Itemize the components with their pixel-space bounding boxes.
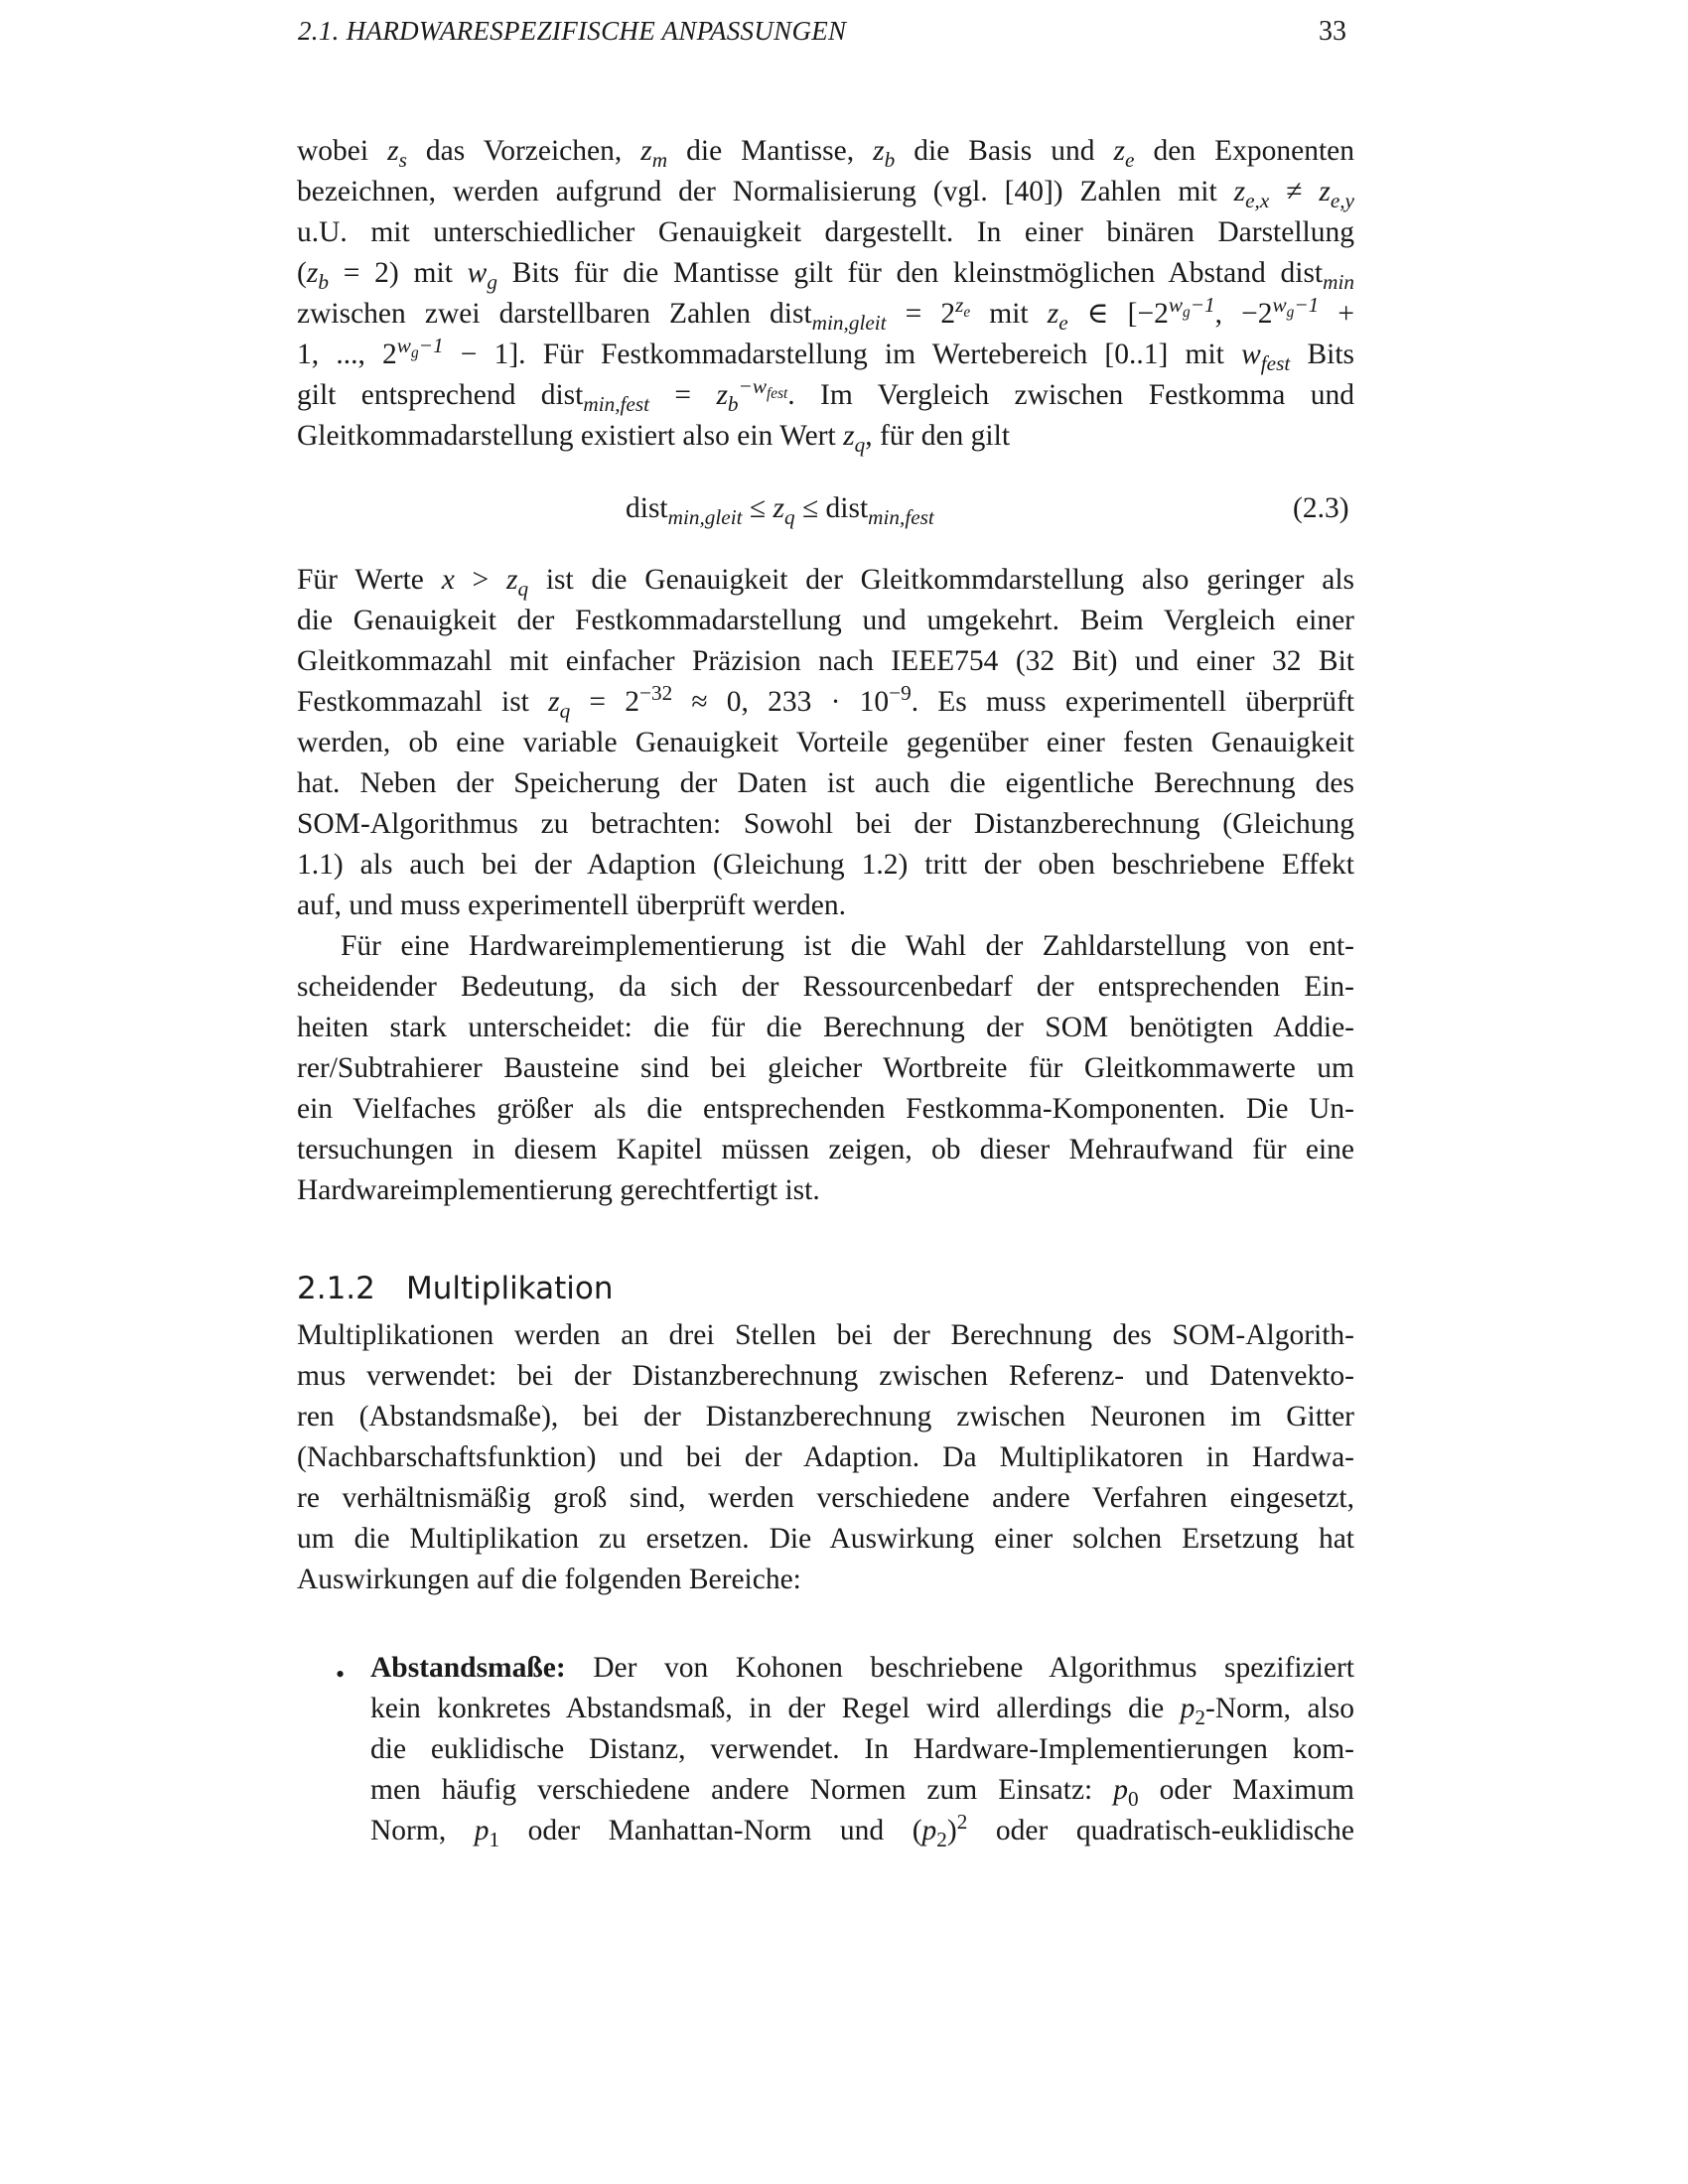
bullet-marker: • (336, 1660, 346, 1689)
text-line: um die Multiplikation zu ersetzen. Die Auswirkung einer solchen Ersetzung hat (297, 1523, 1354, 1555)
text-line: SOM-Algorithmus zu betrachten: Sowohl bei der Distanzberechnung (Gleichung (297, 808, 1354, 840)
text-line: tersuchungen in diesem Kapitel müssen zeigen, ob dieser Mehraufwand für eine (297, 1134, 1354, 1165)
bullet-term: Abstandsmaße: (370, 1652, 566, 1684)
text-line: rer/Subtrahierer Bausteine sind bei gleicher Wortbreite für Gleitkommawerte um (297, 1052, 1354, 1084)
text-line: Auswirkungen auf die folgenden Bereiche: (297, 1564, 801, 1595)
text-line: scheidender Bedeutung, da sich der Ressourcenbedarf der entsprechenden Ein- (297, 971, 1354, 1003)
text-line: Gleitkommazahl mit einfacher Präzision nach IEEE754 (32 Bit) und einer 32 Bit (297, 645, 1354, 677)
text-line: Für Werte $x > z_q$ ist die Genauigkeit der Gleitkommdarstellung also geringer als (297, 564, 1355, 601)
text-line: Abstandsmaße: Der von Kohonen beschriebene Algorithmus spezifiziert (370, 1652, 1354, 1684)
text-line: die euklidische Distanz, verwendet. In Hardware-Implementierungen kom- (370, 1733, 1354, 1765)
text-line: u.U. mit unterschiedlicher Genauigkeit dargestellt. In einer binären Darstellung (297, 216, 1354, 248)
text-line: hat. Neben der Speicherung der Daten ist auch die eigentliche Berechnung des (297, 767, 1354, 799)
text-line: gilt entsprechend dist$_{min,fest}$ = $z_b^{-w_{fest}}$. Im Vergleich zwischen Festkomma und (297, 374, 1354, 416)
text-line: 1, ..., $2^{w_g-1} - 1$]. Für Festkommadarstellung im Wertebereich [0..1] mit $w_{fest}$ Bits (297, 334, 1355, 375)
text-line: ein Vielfaches größer als die entsprechenden Festkomma-Komponenten. Die Un- (297, 1093, 1354, 1125)
text-line: bezeichnen, werden aufgrund der Normalisierung (vgl. [40]) Zahlen mit $z_{e,x} \ne z_{e,y}$ (297, 176, 1354, 212)
section-title: Multiplikation (406, 1271, 614, 1306)
section-number: 2.1.2 (297, 1271, 375, 1306)
section-heading (297, 1271, 613, 1306)
text-line: (Nachbarschaftsfunktion) und bei der Adaption. Da Multiplikatoren in Hardwa- (297, 1441, 1354, 1473)
text-line: Gleitkommadarstellung existiert also ein Wert $z_q$, für den gilt (297, 420, 1011, 457)
text-line: Hardwareimplementierung gerechtfertigt ist. (297, 1174, 820, 1206)
text-line: men häufig verschiedene andere Normen zum Einsatz: $p_0$ oder Maximum (370, 1774, 1354, 1811)
equation-number: (2.3) (1293, 492, 1349, 524)
text-line: Multiplikationen werden an drei Stellen bei der Berechnung des SOM-Algorith- (297, 1319, 1354, 1351)
text-line: Festkommazahl ist $z_q = 2^{-32} \approx 0$, $233 \cdot 10^{-9}$. Es muss experimentell überprüft (297, 681, 1354, 723)
text-line: die Genauigkeit der Festkommadarstellung und umgekehrt. Beim Vergleich einer (297, 605, 1354, 636)
text-line: werden, ob eine variable Genauigkeit Vorteile gegenüber einer festen Genauigkeit (297, 727, 1354, 758)
running-header: 2.1. HARDWARESPEZIFISCHE ANPASSUNGEN (298, 16, 847, 46)
text-line: auf, und muss experimentell überprüft werden. (297, 889, 846, 921)
text-line: ren (Abstandsmaße), bei der Distanzberechnung zwischen Neuronen im Gitter (297, 1401, 1354, 1433)
text-line: heiten stark unterscheidet: die für die Berechnung der SOM benötigten Addie- (297, 1012, 1354, 1043)
text-line: mus verwendet: bei der Distanzberechnung zwischen Referenz- und Datenvekto- (297, 1360, 1354, 1392)
text-line: 1.1) als auch bei der Adaption (Gleichung 1.2) tritt der oben beschriebene Effekt (297, 849, 1354, 881)
text-line: re verhältnismäßig groß sind, werden verschiedene andere Verfahren eingesetzt, (297, 1482, 1354, 1514)
equation: dist$_{min,gleit}$ ≤ $z_q$ ≤ dist$_{min,fest}$ (626, 492, 934, 529)
text-line: Für eine Hardwareimplementierung ist die Wahl der Zahldarstellung von ent- (341, 930, 1354, 962)
text-line: wobei $z_s$ das Vorzeichen, $z_m$ die Mantisse, $z_b$ die Basis und $z_e$ den Exponenten (297, 135, 1355, 172)
text-line: Norm, $p_1$ oder Manhattan-Norm und $(p_2)^2$ oder quadratisch-euklidische (370, 1810, 1354, 1851)
text-line: $(z_b = 2)$ mit $w_g$ Bits für die Mantisse gilt für den kleinstmöglichen Abstand dist$_{min}$ (297, 257, 1354, 294)
text-line: kein konkretes Abstandsmaß, in der Regel wird allerdings die $p_2$-Norm, also (370, 1693, 1354, 1729)
text-line: zwischen zwei darstellbaren Zahlen dist$_{min,gleit}$ = $2^{z_e}$ mit $z_e$ ∈ [$-2^{w_g-1}$, $-2^{w_g-1}$ + (297, 293, 1354, 335)
page-number: 33 (1319, 16, 1346, 47)
